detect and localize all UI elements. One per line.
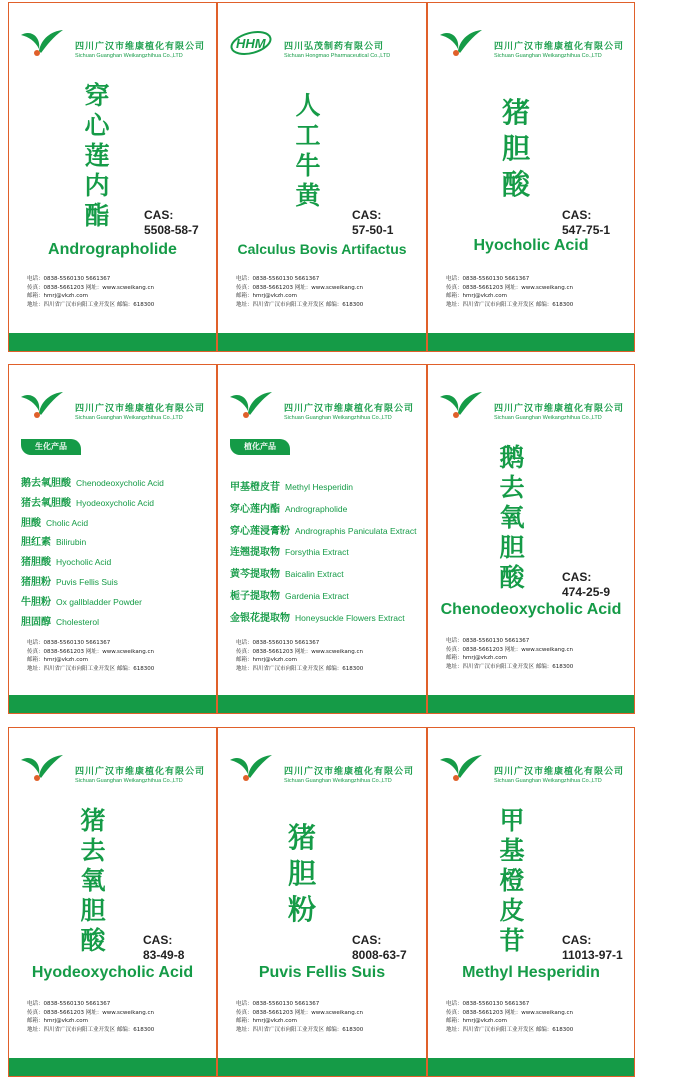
cas-number bbox=[352, 933, 407, 963]
contact-fax: 传真：0838-5661203 网址：www.scweikang.cn bbox=[236, 1009, 363, 1016]
contact-info bbox=[236, 275, 416, 309]
cas-number bbox=[562, 208, 610, 238]
name-char: 酸 bbox=[499, 563, 525, 592]
name-char: 鹅 bbox=[499, 443, 525, 472]
item-name-cn: 穿心莲浸膏粉 bbox=[230, 525, 290, 537]
contact-fax: 传真：0838-5661203 网址：www.scweikang.cn bbox=[236, 648, 363, 655]
cas-label: CAS: bbox=[144, 208, 174, 222]
name-char: 甲 bbox=[499, 806, 525, 835]
product-name-cn bbox=[288, 91, 328, 211]
contact-info bbox=[236, 1000, 416, 1034]
contact-address: 地址：四川省广汉市向阳工业开发区 邮编：618300 bbox=[27, 665, 155, 672]
product-name-en: Chenodeoxycholic Acid bbox=[440, 601, 622, 618]
name-char: 基 bbox=[499, 836, 525, 865]
list-item bbox=[21, 473, 217, 493]
list-item bbox=[21, 592, 217, 612]
cas-label: CAS: bbox=[143, 933, 173, 947]
product-name-en: Hyocholic Acid bbox=[473, 237, 589, 254]
company-logo bbox=[438, 23, 628, 63]
contact-email: 邮箱：hmrj@vkzh.com bbox=[446, 293, 507, 299]
product-name-cn bbox=[77, 81, 117, 231]
item-name-en: Ox gallbladder Powder bbox=[56, 596, 142, 607]
contact-fax: 传真：0838-5661203 网址：www.scweikang.cn bbox=[27, 1009, 154, 1016]
list-item bbox=[230, 564, 427, 586]
contact-address: 地址：四川省广汉市向阳工业开发区 邮编：618300 bbox=[27, 1026, 155, 1033]
name-char: 胆 bbox=[499, 533, 525, 562]
company-name-cn: 四川弘茂制药有限公司 bbox=[284, 42, 385, 52]
company-name-en: Sichuan Guanghan Weikangzhihua Co.,LTD bbox=[494, 415, 602, 421]
product-name-en: Puvis Fellis Suis bbox=[258, 964, 386, 981]
item-name-cn: 猪去氧胆酸 bbox=[21, 497, 71, 509]
name-char: 莲 bbox=[84, 141, 110, 170]
product-name-en: Calculus Bovis Artifactus bbox=[237, 241, 407, 257]
company-name-en: Sichuan Guanghan Weikangzhihua Co.,LTD bbox=[494, 778, 602, 784]
footer-bar bbox=[9, 695, 216, 713]
name-char: 酸 bbox=[80, 926, 106, 955]
company-logo bbox=[19, 748, 209, 788]
name-char: 粉 bbox=[287, 893, 316, 926]
list-item bbox=[230, 542, 427, 564]
footer-bar bbox=[218, 333, 426, 351]
cas-number bbox=[352, 208, 393, 238]
product-name-en: Andrographolide bbox=[48, 241, 177, 258]
list-item bbox=[230, 521, 427, 543]
name-char: 胆 bbox=[501, 132, 530, 165]
list-item bbox=[21, 552, 217, 572]
item-name-en: Cholesterol bbox=[56, 616, 99, 627]
product-label-2 bbox=[217, 2, 427, 352]
contact-tel: 电话：0838-5560130 5661367 bbox=[236, 640, 320, 646]
contact-address: 地址：四川省广汉市向阳工业开发区 邮编：618300 bbox=[27, 301, 155, 308]
name-char: 酯 bbox=[84, 201, 110, 230]
item-name-cn: 猪胆粉 bbox=[21, 576, 51, 588]
list-item bbox=[230, 477, 427, 499]
name-char: 心 bbox=[84, 111, 110, 140]
contact-email: 邮箱：hmrj@vkzh.com bbox=[446, 1018, 507, 1024]
item-name-cn: 栀子提取物 bbox=[230, 590, 280, 602]
company-name-cn: 四川广汉市维康植化有限公司 bbox=[494, 767, 625, 777]
item-name-en: Honeysuckle Flowers Extract bbox=[295, 612, 405, 623]
footer-bar bbox=[428, 333, 634, 351]
cas-label: CAS: bbox=[352, 933, 382, 947]
company-logo bbox=[438, 385, 628, 425]
contact-address: 地址：四川省广汉市向阳工业开发区 邮编：618300 bbox=[236, 665, 364, 672]
name-char: 氧 bbox=[499, 503, 525, 532]
item-name-cn: 胆红素 bbox=[21, 537, 51, 549]
contact-tel: 电话：0838-5560130 5661367 bbox=[236, 276, 320, 282]
name-char: 工 bbox=[295, 121, 321, 150]
product-name-en: Hyodeoxycholic Acid bbox=[31, 964, 194, 981]
item-name-en: Chenodeoxycholic Acid bbox=[76, 478, 164, 488]
company-name-cn: 四川广汉市维康植化有限公司 bbox=[75, 767, 206, 777]
footer-bar bbox=[9, 333, 216, 351]
item-name-en: Methyl Hesperidin bbox=[285, 482, 354, 492]
contact-info bbox=[446, 1000, 626, 1034]
cas-value: 11013-97-1 bbox=[562, 948, 623, 962]
name-char: 胆 bbox=[287, 857, 316, 890]
cas-number bbox=[562, 933, 623, 963]
contact-fax: 传真：0838-5661203 网址：www.scweikang.cn bbox=[27, 648, 154, 655]
contact-email: 邮箱：hmrj@vkzh.com bbox=[446, 655, 507, 661]
cas-value: 547-75-1 bbox=[562, 223, 611, 237]
contact-email: 邮箱：hmrj@vkzh.com bbox=[27, 293, 88, 299]
product-label-1 bbox=[8, 2, 217, 352]
contact-email: 邮箱：hmrj@vkzh.com bbox=[236, 657, 297, 663]
contact-address: 地址：四川省广汉市向阳工业开发区 邮编：618300 bbox=[236, 301, 364, 308]
name-char: 橙 bbox=[499, 866, 525, 895]
company-name-cn: 四川广汉市维康植化有限公司 bbox=[75, 42, 206, 52]
company-name-en: Sichuan Guanghan Weikangzhihua Co.,LTD bbox=[75, 53, 183, 59]
company-logo bbox=[228, 385, 418, 425]
footer-bar bbox=[218, 1058, 426, 1076]
contact-tel: 电话：0838-5560130 5661367 bbox=[236, 1001, 320, 1007]
contact-tel: 电话：0838-5560130 5661367 bbox=[27, 640, 111, 646]
list-item bbox=[230, 586, 427, 608]
list-item bbox=[230, 499, 427, 521]
contact-info bbox=[446, 637, 626, 671]
company-name-en: Sichuan Hongmao Pharmaceutical Co.,LTD bbox=[284, 53, 391, 59]
contact-tel: 电话：0838-5560130 5661367 bbox=[27, 276, 111, 282]
contact-info bbox=[27, 1000, 207, 1034]
name-char: 黄 bbox=[295, 181, 321, 210]
item-name-cn: 胆固醇 bbox=[21, 616, 51, 628]
list-item bbox=[21, 513, 217, 533]
product-label-3 bbox=[427, 2, 635, 352]
name-char: 猪 bbox=[287, 821, 316, 854]
hhm-mark: HHM bbox=[236, 36, 266, 51]
name-char: 苷 bbox=[499, 926, 525, 955]
item-name-cn: 牛胆粉 bbox=[21, 596, 51, 608]
item-name-en: Bilirubin bbox=[56, 537, 87, 548]
company-logo bbox=[438, 748, 628, 788]
product-name-cn bbox=[282, 820, 322, 928]
company-name-en: Sichuan Guanghan Weikangzhihua Co.,LTD bbox=[494, 53, 602, 59]
contact-fax: 传真：0838-5661203 网址：www.scweikang.cn bbox=[446, 284, 573, 291]
contact-fax: 传真：0838-5661203 网址：www.scweikang.cn bbox=[446, 1009, 573, 1016]
list-item bbox=[230, 608, 427, 630]
contact-info bbox=[236, 639, 416, 673]
contact-fax: 传真：0838-5661203 网址：www.scweikang.cn bbox=[236, 284, 363, 291]
contact-tel: 电话：0838-5560130 5661367 bbox=[446, 276, 530, 282]
name-char: 皮 bbox=[499, 896, 525, 925]
item-name-en: Hyodeoxycholic Acid bbox=[76, 497, 154, 508]
cas-value: 5508-58-7 bbox=[144, 223, 199, 237]
list-item bbox=[21, 493, 217, 513]
cas-value: 57-50-1 bbox=[352, 223, 394, 237]
contact-tel: 电话：0838-5560130 5661367 bbox=[446, 1001, 530, 1007]
company-name-cn: 四川广汉市维康植化有限公司 bbox=[284, 767, 415, 777]
item-name-en: Andrographolide bbox=[285, 503, 348, 514]
cas-number bbox=[144, 208, 199, 238]
name-char: 去 bbox=[80, 836, 106, 865]
name-char: 内 bbox=[84, 171, 110, 200]
list-item bbox=[21, 532, 217, 552]
cas-value: 474-25-9 bbox=[562, 585, 611, 599]
name-char: 去 bbox=[499, 473, 525, 502]
company-name-cn: 四川广汉市维康植化有限公司 bbox=[75, 404, 206, 414]
product-name-en: Methyl Hesperidin bbox=[462, 964, 600, 981]
product-label-5 bbox=[217, 364, 427, 714]
footer-bar bbox=[428, 1058, 634, 1076]
company-name-en: Sichuan Guanghan Weikangzhihua Co.,LTD bbox=[75, 415, 183, 421]
contact-email: 邮箱：hmrj@vkzh.com bbox=[27, 1018, 88, 1024]
company-logo bbox=[228, 748, 418, 788]
footer-bar bbox=[218, 695, 426, 713]
name-char: 人 bbox=[295, 91, 321, 120]
item-name-en: Gardenia Extract bbox=[285, 590, 349, 601]
company-name-en: Sichuan Guanghan Weikangzhihua Co.,LTD bbox=[75, 778, 183, 784]
product-name-cn bbox=[492, 806, 532, 956]
product-label-4 bbox=[8, 364, 217, 714]
contact-email: 邮箱：hmrj@vkzh.com bbox=[27, 657, 88, 663]
item-name-cn: 鹅去氧胆酸 bbox=[21, 478, 71, 489]
cas-label: CAS: bbox=[562, 208, 592, 222]
cas-value: 8008-63-7 bbox=[352, 948, 407, 962]
item-name-en: Andrographis Paniculata Extract bbox=[295, 525, 417, 536]
company-logo bbox=[19, 385, 209, 425]
cas-value: 83-49-8 bbox=[143, 948, 185, 962]
item-name-cn: 胆酸 bbox=[21, 517, 41, 529]
company-name-cn: 四川广汉市维康植化有限公司 bbox=[494, 404, 625, 414]
product-label-8 bbox=[217, 727, 427, 1077]
contact-tel: 电话：0838-5560130 5661367 bbox=[27, 1001, 111, 1007]
item-name-en: Puvis Fellis Suis bbox=[56, 576, 118, 587]
contact-address: 地址：四川省广汉市向阳工业开发区 邮编：618300 bbox=[236, 1026, 364, 1033]
product-name-cn bbox=[496, 95, 536, 203]
product-name-cn bbox=[492, 443, 532, 593]
product-label-7 bbox=[8, 727, 217, 1077]
category-tag: 生化产品 bbox=[21, 439, 81, 455]
product-label-9 bbox=[427, 727, 635, 1077]
name-char: 胆 bbox=[80, 896, 106, 925]
name-char: 氧 bbox=[80, 866, 106, 895]
item-name-cn: 甲基橙皮苷 bbox=[230, 482, 280, 493]
cas-number bbox=[143, 933, 184, 963]
contact-info bbox=[27, 275, 207, 309]
item-name-cn: 穿心莲内酯 bbox=[230, 503, 280, 515]
contact-tel: 电话：0838-5560130 5661367 bbox=[446, 638, 530, 644]
product-list bbox=[230, 477, 427, 630]
item-name-en: Forsythia Extract bbox=[285, 547, 349, 558]
contact-address: 地址：四川省广汉市向阳工业开发区 邮编：618300 bbox=[446, 301, 574, 308]
item-name-cn: 连翘提取物 bbox=[230, 547, 280, 559]
list-item bbox=[21, 572, 217, 592]
category-tag: 植化产品 bbox=[230, 439, 290, 455]
contact-email: 邮箱：hmrj@vkzh.com bbox=[236, 1018, 297, 1024]
contact-address: 地址：四川省广汉市向阳工业开发区 邮编：618300 bbox=[446, 663, 574, 670]
contact-email: 邮箱：hmrj@vkzh.com bbox=[236, 293, 297, 299]
name-char: 酸 bbox=[501, 168, 530, 201]
item-name-en: Cholic Acid bbox=[46, 517, 89, 528]
cas-label: CAS: bbox=[562, 933, 592, 947]
item-name-cn: 黄芩提取物 bbox=[230, 569, 280, 581]
company-logo bbox=[19, 23, 209, 63]
contact-info bbox=[446, 275, 626, 309]
company-name-en: Sichuan Guanghan Weikangzhihua Co.,LTD bbox=[284, 415, 392, 421]
product-list bbox=[21, 473, 217, 631]
item-name-cn: 金银花提取物 bbox=[230, 612, 290, 624]
cas-label: CAS: bbox=[562, 570, 592, 584]
item-name-en: Hyocholic Acid bbox=[56, 557, 112, 568]
name-char: 猪 bbox=[501, 96, 530, 129]
cas-label: CAS: bbox=[352, 208, 382, 222]
item-name-en: Baicalin Extract bbox=[285, 569, 344, 580]
contact-fax: 传真：0838-5661203 网址：www.scweikang.cn bbox=[446, 646, 573, 653]
company-logo-hongmao bbox=[228, 23, 418, 63]
footer-bar bbox=[9, 1058, 216, 1076]
contact-fax: 传真：0838-5661203 网址：www.scweikang.cn bbox=[27, 284, 154, 291]
company-name-en: Sichuan Guanghan Weikangzhihua Co.,LTD bbox=[284, 778, 392, 784]
product-name-cn bbox=[73, 806, 113, 956]
name-char: 牛 bbox=[295, 151, 321, 180]
company-name-cn: 四川广汉市维康植化有限公司 bbox=[494, 42, 625, 52]
product-label-6 bbox=[427, 364, 635, 714]
list-item bbox=[21, 612, 217, 632]
footer-bar bbox=[428, 695, 634, 713]
contact-address: 地址：四川省广汉市向阳工业开发区 邮编：618300 bbox=[446, 1026, 574, 1033]
cas-number bbox=[562, 570, 610, 600]
name-char: 穿 bbox=[84, 81, 110, 110]
name-char: 猪 bbox=[80, 806, 106, 835]
contact-info bbox=[27, 639, 207, 673]
item-name-cn: 猪胆酸 bbox=[21, 557, 51, 569]
company-name-cn: 四川广汉市维康植化有限公司 bbox=[284, 404, 415, 414]
